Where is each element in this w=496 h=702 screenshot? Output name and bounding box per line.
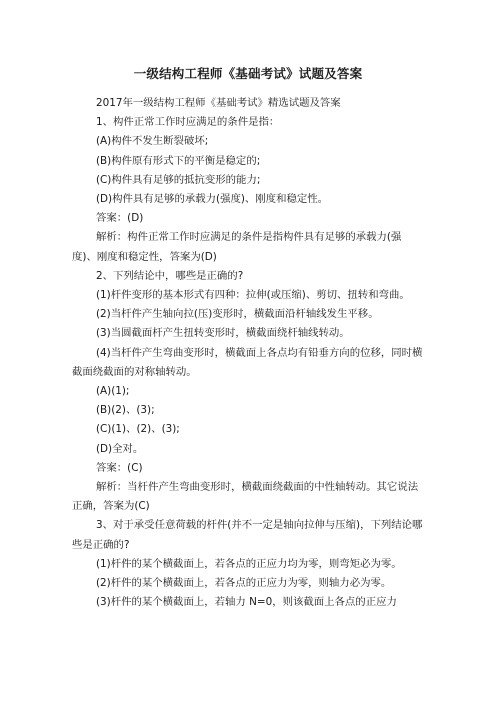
option-text: (D)构件具有足够的承载力(强度)、刚度和稳定性。 bbox=[96, 193, 329, 206]
statement-text: (2)杆件的某个横截面上，若各点的正应力为零，则轴力必为零。 bbox=[96, 577, 392, 590]
statement-text: (4)当杆件产生弯曲变形时，横截面上各点均有铅垂方向的位移，同时横截面绕截面的对称轴转动。 bbox=[72, 346, 423, 378]
statement-text: (1)杆件变形的基本形式有四种：拉伸(或压缩)、剪切、扭转和弯曲。 bbox=[96, 289, 410, 302]
statement-text: (3)杆件的某个横截面上，若轴力 N=0，则该截面上各点的正应力 bbox=[96, 596, 397, 609]
answer-text: 答案：(D) bbox=[96, 212, 144, 225]
question-3: 3、对于承受任意荷载的杆件(并不一定是轴向拉伸与压缩)，下列结论哪些是正确的? bbox=[72, 519, 423, 551]
statement-text: (1)杆件的某个横截面上，若各点的正应力均为零，则弯矩必为零。 bbox=[96, 557, 402, 570]
question-1: 1、构件正常工作时应满足的条件是指： bbox=[96, 116, 280, 129]
option-text: (A)(1); bbox=[96, 385, 130, 398]
option-text: (B)构件原有形式下的平衡是稳定的; bbox=[96, 154, 261, 167]
option-text: (D)全对。 bbox=[96, 442, 144, 455]
option-text: (C)(1)、(2)、(3); bbox=[96, 423, 180, 436]
statement-text: (2)当杆件产生轴向拉(压)变形时，横截面沿杆轴线发生平移。 bbox=[96, 308, 379, 321]
option-text: (A)构件不发生断裂破坏; bbox=[96, 135, 209, 148]
option-text: (B)(2)、(3); bbox=[96, 404, 155, 417]
question-2: 2、下列结论中，哪些是正确的? bbox=[96, 269, 244, 282]
explanation-text: 解析：当杆件产生弯曲变形时，横截面绕截面的中性轴转动。其它说法正确，答案为(C) bbox=[72, 481, 419, 513]
subtitle-paragraph: 2017年一级结构工程师《基础考试》精选试题及答案 bbox=[96, 97, 341, 109]
document-title: 一级结构工程师《基础考试》试题及答案 bbox=[133, 66, 363, 81]
answer-text: 答案：(C) bbox=[96, 461, 143, 474]
explanation-text: 解析：构件正常工作时应满足的条件是指构件具有足够的承载力(强度)、刚度和稳定性，答案为(D) bbox=[72, 231, 402, 263]
option-text: (C)构件具有足够的抵抗变形的能力; bbox=[96, 173, 261, 186]
statement-text: (3)当圆截面杆产生扭转变形时，横截面绕杆轴线转动。 bbox=[96, 327, 350, 340]
document-body bbox=[72, 94, 424, 612]
